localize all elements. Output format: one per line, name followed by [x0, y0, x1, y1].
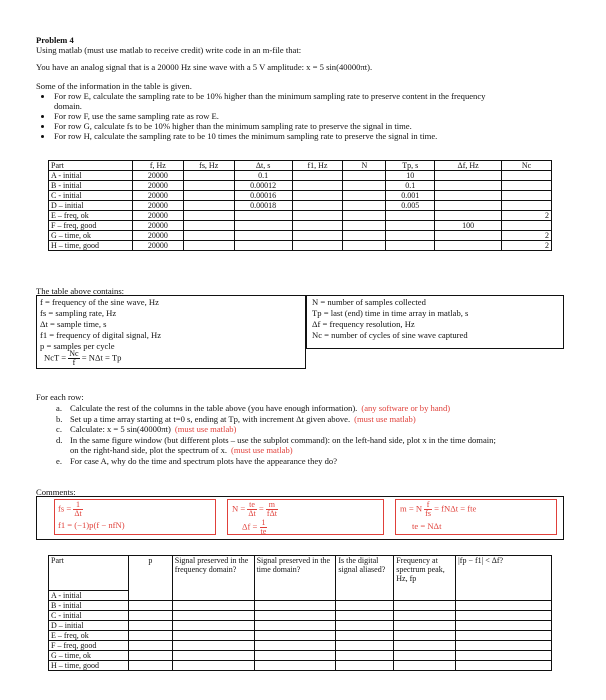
task-text: Calculate: x = 5 sin(40000πt) — [70, 424, 171, 434]
table-cell: 20000 — [132, 231, 183, 241]
table-cell — [386, 241, 435, 251]
table-cell — [343, 201, 386, 211]
table-cell: D – initial — [49, 201, 133, 211]
table-cell — [172, 631, 254, 641]
bullet-text-e: For row E, calculate the sampling rate to be 10% higher than the minimum sampling rate to preserve content in the frequency — [54, 91, 486, 101]
table-cell — [128, 601, 172, 611]
table-cell — [435, 191, 502, 201]
table-cell: 0.1 — [234, 171, 292, 181]
def-Tp: Tp = last (end) time in time array in matlab, s — [312, 308, 469, 318]
table-cell — [292, 171, 343, 181]
table-cell — [435, 171, 502, 181]
table-cell — [254, 621, 336, 631]
table-cell — [292, 191, 343, 201]
table-cell — [386, 211, 435, 221]
table-row — [49, 181, 552, 191]
table-cell — [172, 651, 254, 661]
table-cell — [254, 591, 336, 601]
table-row — [49, 611, 552, 621]
table-cell — [336, 591, 394, 601]
table-cell — [394, 641, 456, 651]
header-cell: |fp − f1| < Δf? — [456, 556, 552, 591]
header-cell: f1, Hz — [292, 161, 343, 171]
task-item — [56, 403, 450, 413]
N-lhs: N = — [232, 503, 246, 514]
table-cell — [343, 231, 386, 241]
header-cell: p — [128, 556, 172, 591]
eq-rhs: = NΔt = Tp — [81, 352, 122, 363]
table-cell — [456, 611, 552, 621]
table-cell — [336, 601, 394, 611]
table-cell — [292, 181, 343, 191]
task-key: c. — [56, 424, 62, 434]
bullet-text-h: For row H, calculate the sampling rate to be 10 times the minimum sampling rate to preserve the signal in time. — [54, 131, 438, 141]
task-note: (any software or by hand) — [361, 403, 451, 413]
comment-m — [400, 501, 476, 518]
table-cell — [128, 651, 172, 661]
intro-line-1: Using matlab (must use matlab to receive credit) write code in an m-file that: — [36, 45, 302, 55]
table-cell: 20000 — [132, 221, 183, 231]
bullet-dot — [41, 115, 44, 118]
table-cell — [435, 211, 502, 221]
table-cell: 2 — [502, 241, 552, 251]
table-cell: 20000 — [132, 171, 183, 181]
contains-heading: The table above contains: — [36, 286, 125, 296]
table-cell — [394, 591, 456, 601]
comments-heading: Comments: — [36, 487, 76, 497]
table-cell — [336, 621, 394, 631]
table-cell: A - initial — [49, 591, 129, 601]
table-cell — [172, 611, 254, 621]
table-cell — [343, 181, 386, 191]
table-cell: B - initial — [49, 601, 129, 611]
table-cell — [183, 181, 234, 191]
table-cell — [502, 181, 552, 191]
header-cell: Frequency at spectrum peak, Hz, fp — [394, 556, 456, 591]
bullet-dot — [41, 95, 44, 98]
table-cell — [394, 651, 456, 661]
table-cell: 0.005 — [386, 201, 435, 211]
df-num: 1 — [261, 518, 266, 527]
m-num: f — [424, 501, 432, 510]
table-cell — [234, 241, 292, 251]
task-key: a. — [56, 403, 62, 413]
task-item — [56, 456, 341, 466]
table-cell — [336, 661, 394, 671]
table-cell: 0.00012 — [234, 181, 292, 191]
table-cell: E – freq, ok — [49, 631, 129, 641]
table-cell: 100 — [435, 221, 502, 231]
table-cell — [128, 661, 172, 671]
table-row — [49, 211, 552, 221]
table-cell: F – freq, good — [49, 221, 133, 231]
table-cell — [128, 611, 172, 621]
table-cell: H – time, good — [49, 661, 129, 671]
table-cell: 0.00018 — [234, 201, 292, 211]
table-cell — [394, 621, 456, 631]
df-lhs: Δf = — [242, 521, 258, 532]
table-cell — [254, 601, 336, 611]
table-cell — [343, 171, 386, 181]
task-key: b. — [56, 413, 63, 424]
table-cell — [394, 601, 456, 611]
table-cell — [254, 611, 336, 621]
analysis-table — [48, 555, 552, 671]
table-row — [49, 641, 552, 651]
table-cell — [292, 231, 343, 241]
fs-den: Δt — [74, 509, 82, 518]
task-key: d. — [56, 434, 63, 445]
task-item — [56, 445, 293, 455]
def-df: Δf = frequency resolution, Hz — [312, 319, 415, 329]
table-cell: 0.00016 — [234, 191, 292, 201]
table-cell — [234, 221, 292, 231]
header-cell: Part — [49, 161, 133, 171]
table-row — [49, 171, 552, 181]
table-cell — [343, 211, 386, 221]
header-cell: Signal preserved in the frequency domain? — [172, 556, 254, 591]
table-cell — [456, 631, 552, 641]
table-cell — [292, 211, 343, 221]
header-cell: Δf, Hz — [435, 161, 502, 171]
table-cell — [254, 631, 336, 641]
table-row — [49, 201, 552, 211]
table-cell — [456, 591, 552, 601]
table-cell: B - initial — [49, 181, 133, 191]
table-cell — [234, 211, 292, 221]
table-cell — [456, 641, 552, 651]
header-cell: Tp, s — [386, 161, 435, 171]
table-cell: H – time, good — [49, 241, 133, 251]
header-cell: Nc — [502, 161, 552, 171]
task-text: For case A, why do the time and spectrum plots have the appearance they do? — [70, 455, 338, 466]
table-cell: 20000 — [132, 201, 183, 211]
def-fs: fs = sampling rate, Hz — [40, 308, 117, 318]
table-cell — [172, 591, 254, 601]
eq-num: Nc — [69, 349, 79, 358]
table-cell: D – initial — [49, 621, 129, 631]
table-cell — [292, 241, 343, 251]
table-cell — [502, 171, 552, 181]
table-cell — [456, 601, 552, 611]
task-key: e. — [56, 455, 62, 466]
eq-lhs: NcT = — [44, 352, 67, 363]
task-text: In the same figure window (but different plots – use the subplot command): on the left-hand side, plot x in the time domain; — [70, 434, 496, 445]
table-cell — [343, 191, 386, 201]
bullet-text-f: For row F, use the same sampling rate as row E. — [54, 111, 219, 121]
header-cell: N — [343, 161, 386, 171]
cycles-equation — [44, 350, 121, 367]
table-row — [49, 191, 552, 201]
N-den2: fΔt — [266, 509, 277, 518]
table-cell — [183, 171, 234, 181]
table-row — [49, 241, 552, 251]
table-cell: F – freq, good — [49, 641, 129, 651]
table-header-row — [49, 161, 552, 171]
table-cell — [394, 661, 456, 671]
N-num2: m — [266, 501, 278, 510]
problem-title: Problem 4 — [36, 35, 74, 45]
table-cell — [435, 231, 502, 241]
def-f1: f1 = frequency of digital signal, Hz — [40, 330, 162, 340]
bullet-text-e-cont: domain. — [54, 101, 82, 111]
m-rhs: = fNΔt = fte — [434, 503, 477, 514]
table-cell — [502, 191, 552, 201]
table-cell — [172, 641, 254, 651]
table-cell: 0.001 — [386, 191, 435, 201]
table-cell — [128, 591, 172, 601]
table-cell — [343, 241, 386, 251]
table-cell: G – time, ok — [49, 231, 133, 241]
df-den: te — [260, 527, 267, 536]
table-cell — [386, 221, 435, 231]
fs-num: 1 — [73, 501, 82, 510]
m-lhs: m = N — [400, 503, 423, 514]
fs-lhs: fs = — [58, 503, 72, 514]
table-cell: A - initial — [49, 171, 133, 181]
header-cell: Is the digital signal aliased? — [336, 556, 394, 591]
bullet-text-g: For row G, calculate fs to be 10% higher than the minimum sampling rate to preserve the signal in time. — [54, 121, 412, 131]
table-cell — [234, 231, 292, 241]
table-cell — [254, 661, 336, 671]
table-cell: 0.1 — [386, 181, 435, 191]
table-cell — [183, 231, 234, 241]
table-cell: C - initial — [49, 191, 133, 201]
table-row — [49, 621, 552, 631]
comment-N — [232, 501, 278, 518]
table-cell: 20000 — [132, 211, 183, 221]
task-item — [56, 414, 416, 424]
table-cell — [183, 191, 234, 201]
table-cell — [336, 641, 394, 651]
comment-fs — [58, 501, 83, 518]
table-cell — [172, 621, 254, 631]
table-cell: 2 — [502, 211, 552, 221]
table-cell — [254, 641, 336, 651]
table-row — [49, 231, 552, 241]
table-cell — [394, 631, 456, 641]
bullet-dot — [41, 135, 44, 138]
task-item — [56, 435, 500, 445]
table-cell — [502, 221, 552, 231]
table-cell — [254, 651, 336, 661]
table-cell — [183, 211, 234, 221]
table-cell: 2 — [502, 231, 552, 241]
comment-te: te = NΔt — [412, 521, 442, 531]
table-cell — [128, 621, 172, 631]
table-row — [49, 601, 552, 611]
info-heading: Some of the information in the table is given. — [36, 81, 192, 91]
header-cell: fs, Hz — [183, 161, 234, 171]
intro-line-2: You have an analog signal that is a 20000 Hz sine wave with a 5 V amplitude: x = 5 sin(40000πt). — [36, 62, 373, 72]
table-cell: E – freq, ok — [49, 211, 133, 221]
table-cell — [336, 611, 394, 621]
table-cell — [292, 201, 343, 211]
table-cell — [183, 221, 234, 231]
N-eq: = — [258, 503, 264, 514]
table-cell — [128, 641, 172, 651]
eq-den: f — [72, 358, 76, 367]
table-row — [49, 631, 552, 641]
def-p: p = samples per cycle — [40, 341, 115, 351]
table-cell — [394, 611, 456, 621]
task-note: (must use matlab) — [231, 445, 293, 455]
table-cell — [172, 661, 254, 671]
table-cell — [183, 201, 234, 211]
table-cell — [435, 181, 502, 191]
table-cell — [502, 201, 552, 211]
table-cell — [172, 601, 254, 611]
table-cell — [456, 661, 552, 671]
def-dt: Δt = sample time, s — [40, 319, 107, 329]
table-row — [49, 651, 552, 661]
N-num1: te — [249, 500, 255, 509]
def-N: N = number of samples collected — [312, 297, 426, 307]
table-row — [49, 591, 552, 601]
header-cell: Signal preserved in the time domain? — [254, 556, 336, 591]
table-cell — [435, 241, 502, 251]
table-cell: C - initial — [49, 611, 129, 621]
task-text: on the right-hand side, plot the spectrum of x. — [70, 445, 228, 455]
task-text: Calculate the rest of the columns in the table above (you have enough information). — [70, 403, 358, 413]
for-each-heading: For each row: — [36, 392, 84, 402]
table-header-row — [49, 556, 552, 591]
def-f: f = frequency of the sine wave, Hz — [40, 297, 159, 307]
comment-df — [242, 519, 267, 536]
table-row — [49, 221, 552, 231]
table-cell — [435, 201, 502, 211]
parameters-table — [48, 160, 552, 251]
table-cell: G – time, ok — [49, 651, 129, 661]
table-cell — [128, 631, 172, 641]
table-cell — [386, 231, 435, 241]
task-text: Set up a time array starting at t=0 s, ending at Tp, with increment Δt given above. — [70, 413, 351, 424]
m-den: fs — [425, 509, 431, 518]
header-cell: Δt, s — [234, 161, 292, 171]
table-cell — [183, 241, 234, 251]
comment-f1: f1 = (−1)p(f − nfN) — [58, 520, 125, 530]
table-cell — [336, 631, 394, 641]
table-cell — [292, 221, 343, 231]
task-note: (must use matlab) — [174, 424, 237, 434]
header-cell: f, Hz — [132, 161, 183, 171]
N-den1: Δt — [248, 509, 256, 518]
table-cell: 20000 — [132, 191, 183, 201]
table-row — [49, 661, 552, 671]
def-Nc: Nc = number of cycles of sine wave captured — [312, 330, 468, 340]
table-cell — [336, 651, 394, 661]
table-cell: 10 — [386, 171, 435, 181]
table-cell: 20000 — [132, 181, 183, 191]
bullet-dot — [41, 125, 44, 128]
table-cell — [456, 621, 552, 631]
table-cell — [343, 221, 386, 231]
task-note: (must use matlab) — [354, 413, 416, 424]
table-cell: 20000 — [132, 241, 183, 251]
task-item — [56, 424, 236, 434]
header-cell: Part — [49, 556, 129, 591]
table-cell — [456, 651, 552, 661]
